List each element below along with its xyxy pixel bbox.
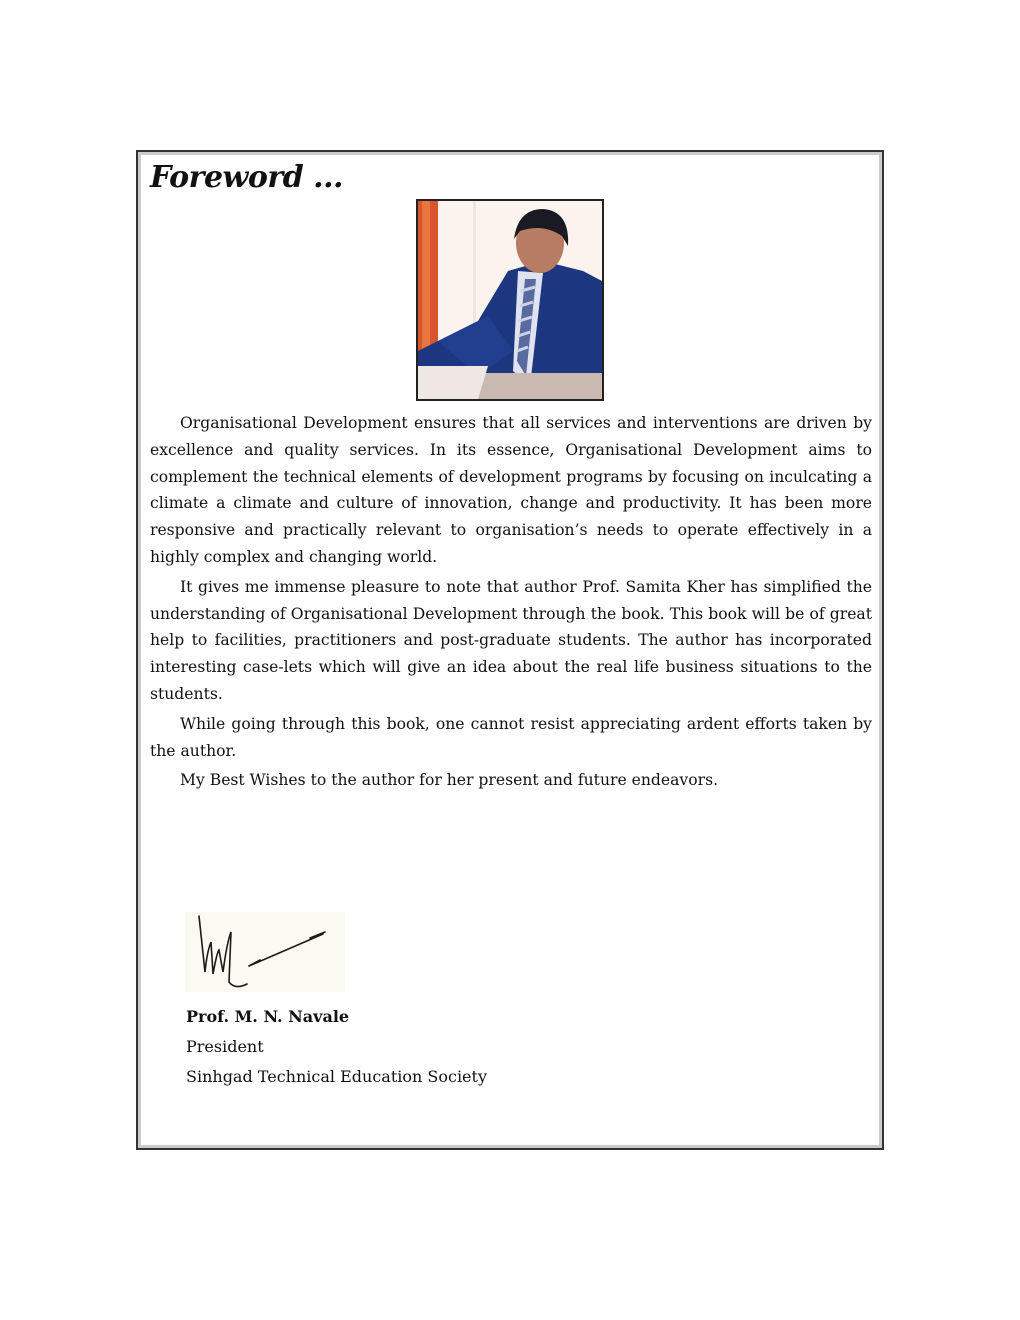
paragraph: While going through this book, one cannot resist appreciating ardent efforts taken by the author.	[150, 714, 872, 760]
signatory-name: Prof. M. N. Navale	[186, 1007, 350, 1026]
foreword-frame	[136, 150, 884, 1150]
author-portrait-photo	[416, 199, 604, 401]
paragraph: It gives me immense pleasure to note that author Prof. Samita Kher has simplified the understanding of Organisational Development through the book. This book will be of great help to facilities, practitioners and post-graduate students. The author has incorporated interesting case-lets which will give an idea about the real life business situations to the students.	[150, 577, 872, 703]
page-title: Foreword ...	[150, 160, 343, 195]
paragraph: My Best Wishes to the author for her present and future endeavors.	[180, 771, 719, 790]
paragraph: Organisational Development ensures that all services and interventions are driven by excellence and quality services. In its essence, Organisational Development aims to complement the technical elements of development programs by focusing on inculcating a climate a climate and culture of innovation, change and productivity. It has been more responsive and practically relevant to organisation’s needs to operate effectively in a highly complex and changing world.	[150, 414, 872, 566]
signatory-organisation: Sinhgad Technical Education Society	[186, 1067, 487, 1086]
foreword-body	[150, 410, 872, 797]
signatory-block	[186, 1002, 487, 1092]
signature-image	[185, 912, 345, 992]
signatory-role: President	[186, 1037, 264, 1056]
